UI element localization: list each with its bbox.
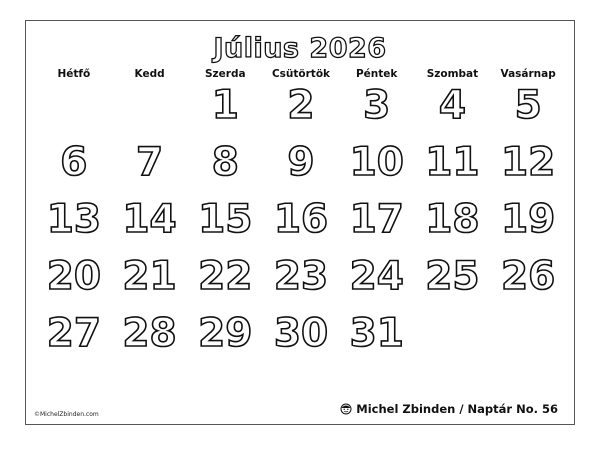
day-cell: 22 — [198, 254, 253, 299]
face-icon — [340, 403, 352, 415]
day-cell: 4 — [438, 83, 466, 128]
day-cell: 18 — [425, 197, 480, 242]
calendar-title: Július 2026 — [213, 33, 387, 64]
day-cell: 10 — [349, 140, 404, 185]
day-cell: 14 — [122, 197, 177, 242]
day-cell: 15 — [198, 197, 253, 242]
day-cell: 2 — [287, 83, 315, 128]
weekday-saturday: Szombat — [426, 68, 479, 80]
day-cell: 28 — [122, 311, 177, 356]
day-cell: 12 — [501, 140, 556, 185]
day-cell: 5 — [514, 83, 542, 128]
day-cell — [490, 309, 566, 366]
day-cell — [36, 81, 112, 138]
day-cell: 11 — [425, 140, 480, 185]
day-cell: 24 — [349, 254, 404, 299]
day-cell: 30 — [273, 311, 329, 356]
day-cell — [415, 309, 491, 366]
day-cell: 3 — [363, 83, 391, 128]
weekday-tuesday: Kedd — [134, 68, 165, 80]
day-cell: 13 — [46, 197, 101, 242]
day-cell: 7 — [135, 140, 164, 185]
day-cell: 21 — [122, 254, 177, 299]
day-cell: 19 — [501, 197, 556, 242]
day-cell: 9 — [287, 140, 315, 185]
calendar-grid — [36, 81, 566, 366]
day-cell: 23 — [273, 254, 329, 299]
day-cell: 26 — [501, 254, 556, 299]
weekday-header-row — [36, 68, 566, 80]
day-cell: 27 — [46, 311, 101, 356]
credit-text: Michel Zbinden / Naptár No. 56 — [356, 402, 558, 416]
day-cell — [112, 81, 188, 138]
day-cell: 31 — [349, 311, 404, 356]
weekday-wednesday: Szerda — [204, 68, 246, 80]
day-cell: 6 — [60, 140, 88, 185]
weekday-friday: Péntek — [355, 68, 398, 80]
day-cell: 29 — [198, 311, 253, 356]
day-cell: 1 — [211, 83, 239, 128]
day-cell: 16 — [273, 197, 329, 242]
footer-credit — [340, 402, 558, 416]
footer-website: ©MichelZbinden.com — [34, 411, 99, 418]
day-cell: 8 — [211, 140, 239, 185]
weekday-thursday: Csütörtök — [271, 68, 331, 80]
weekday-sunday: Vasárnap — [500, 68, 556, 80]
day-cell: 17 — [349, 197, 404, 242]
weekday-monday: Hétfő — [57, 68, 91, 80]
calendar-page — [25, 20, 575, 425]
day-cell: 25 — [425, 254, 480, 299]
day-cell: 20 — [46, 254, 101, 299]
